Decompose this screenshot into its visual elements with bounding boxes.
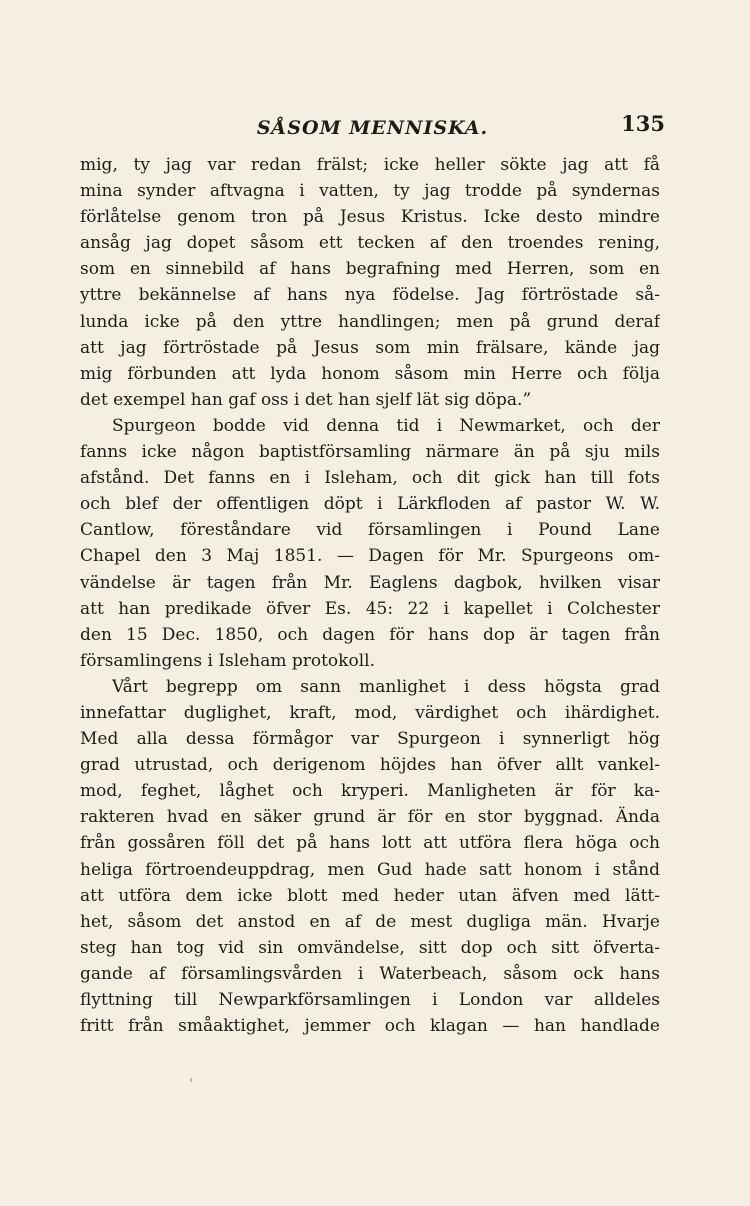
text-line: afstånd. Det fanns en i Isleham, och dit gick han till fots	[80, 468, 660, 489]
body-text	[80, 152, 660, 1039]
text-line: fritt från småaktighet, jemmer och klagan — han handlade	[80, 1016, 660, 1037]
text-line: förlåtelse genom tron på Jesus Kristus. Icke desto mindre	[80, 207, 660, 228]
text-line: det exempel han gaf oss i det han sjelf lät sig döpa.”	[80, 389, 532, 410]
text-line: Chapel den 3 Maj 1851. — Dagen för Mr. Spurgeons om-	[80, 546, 660, 567]
paper-speck	[190, 1078, 192, 1082]
text-line: Cantlow, föreståndare vid församlingen i Pound Lane	[80, 520, 660, 541]
text-line: lunda icke på den yttre handlingen; men på grund deraf	[80, 311, 660, 332]
paragraph-start-line: Spurgeon bodde vid denna tid i Newmarket, och der	[112, 415, 660, 436]
page-number: 135	[621, 111, 665, 136]
text-line: het, såsom det anstod en af de mest dugliga män. Hvarje	[80, 911, 660, 932]
text-line: steg han tog vid sin omvändelse, sitt dop och sitt öfverta-	[80, 937, 660, 958]
text-line: mig, ty jag var redan frälst; icke heller sökte jag att få	[80, 155, 660, 175]
text-line: från gossåren föll det på hans lott att utföra flera höga och	[80, 833, 660, 854]
text-line: som en sinnebild af hans begrafning med Herren, som en	[80, 259, 660, 280]
text-line: församlingens i Isleham protokoll.	[80, 650, 375, 671]
text-line: vändelse är tagen från Mr. Eaglens dagbok, hvilken visar	[80, 572, 660, 593]
text-line: rakteren hvad en säker grund är för en stor byggnad. Ända	[80, 807, 660, 828]
running-head	[80, 111, 665, 147]
text-line: ansåg jag dopet såsom ett tecken af den troendes rening,	[80, 233, 660, 254]
text-line: grad utrustad, och derigenom höjdes han öfver allt vankel-	[80, 755, 660, 776]
text-line: att jag förtröstade på Jesus som min frälsare, kände jag	[80, 337, 660, 358]
text-line: gande af församlingsvården i Waterbeach, såsom ock hans	[80, 963, 660, 984]
text-line: flyttning till Newparkförsamlingen i London var alldeles	[80, 990, 660, 1010]
text-line: Med alla dessa förmågor var Spurgeon i synnerligt hög	[80, 729, 660, 750]
paragraph-start-line: Vårt begrepp om sann manlighet i dess högsta grad	[112, 676, 660, 697]
running-title: SÅSOM MENNISKA.	[256, 117, 489, 139]
text-line: och blef der offentligen döpt i Lärkfloden af pastor W. W.	[80, 494, 660, 515]
text-line: mig förbunden att lyda honom såsom min Herre och följa	[80, 363, 660, 384]
text-line: mod, feghet, låghet och kryperi. Manligheten är för ka-	[80, 781, 660, 802]
text-line: mina synder aftvagna i vatten, ty jag trodde på syndernas	[80, 181, 660, 202]
text-line: fanns icke någon baptistförsamling närmare än på sju mils	[80, 442, 660, 463]
text-line: att han predikade öfver Es. 45: 22 i kapellet i Colchester	[80, 598, 660, 619]
text-line: den 15 Dec. 1850, och dagen för hans dop är tagen från	[80, 624, 660, 645]
text-line: att utföra dem icke blott med heder utan äfven med lätt-	[80, 885, 660, 906]
text-line: heliga förtroendeuppdrag, men Gud hade satt honom i stånd	[80, 859, 660, 880]
text-line: innefattar duglighet, kraft, mod, värdighet och ihärdighet.	[80, 702, 660, 723]
text-line: yttre bekännelse af hans nya födelse. Jag förtröstade så-	[80, 285, 660, 306]
